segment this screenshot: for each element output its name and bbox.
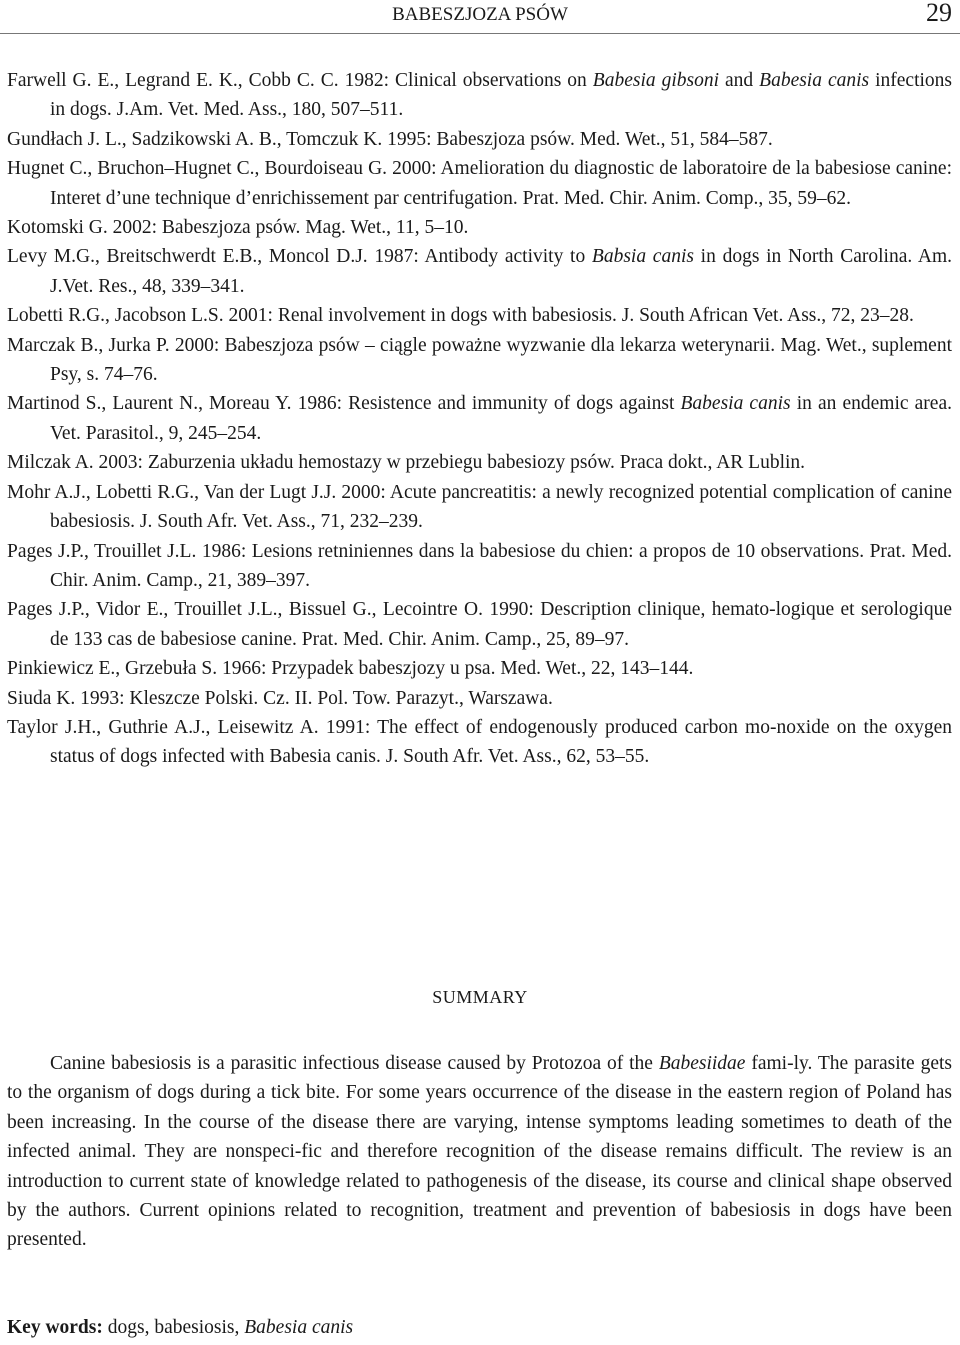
reference-item xyxy=(7,389,952,448)
text-run: Canine babesiosis is a parasitic infectious disease caused by Protozoa of the xyxy=(50,1053,659,1074)
reference-item xyxy=(7,125,952,154)
reference-list xyxy=(7,66,952,772)
text-run: Taylor J.H., Guthrie A.J., Leisewitz A. 1991: The effect of endogenously produced carbon mo-noxide on the oxygen status of dogs infected with Babesia canis. J. South Afr. Vet. Ass., 62, 53–55. xyxy=(7,716,952,768)
summary-heading: SUMMARY xyxy=(432,987,528,1007)
page-header xyxy=(0,0,960,34)
page-number: 29 xyxy=(926,0,952,27)
reference-item xyxy=(7,242,952,301)
text-run: Farwell G. E., Legrand E. K., Cobb C. C. 1982: Clinical observations on xyxy=(7,70,593,91)
keywords xyxy=(7,1313,952,1342)
italic-text: Babesiidae xyxy=(658,1053,746,1074)
italic-text: Babsia canis xyxy=(591,246,694,268)
text-run: Pinkiewicz E., Grzebuła S. 1966: Przypadek babeszjozy u psa. Med. Wet., 22, 143–144. xyxy=(7,658,694,680)
reference-item xyxy=(7,301,952,330)
text-run: Mohr A.J., Lobetti R.G., Van der Lugt J.J. 2000: Acute pancreatitis: a newly recognized potential complication of canine babesiosis. J. South Afr. Vet. Ass., 71, 232–239. xyxy=(7,481,952,533)
text-run: Hugnet C., Bruchon–Hugnet C., Bourdoiseau G. 2000: Amelioration du diagnostic de laboratoire de la babesiose canine: Interet d’une technique d’enrichissement par centrifugation. Prat. Med. Chir. Anim. Comp., 35, 59–62. xyxy=(7,158,952,209)
text-run: Pages J.P., Trouillet J.L. 1986: Lesions retniniennes dans la babesiose du chien: a propos de 10 observations. Prat. Med. Chir. Anim. Camp., 21, 389–397. xyxy=(7,540,952,591)
reference-item xyxy=(7,448,952,477)
reference-item xyxy=(7,684,952,713)
text-run: fami-ly. The parasite gets to the organism of dogs during a tick bite. For some years occurrence of the disease in the eastern region of Poland has been increasing. In the course of the disease there are varying, intense symptoms leading sometimes to death of the infected animal. They are nonspeci-fic and therefore recognition of the disease remains difficult. The review is an introduction to current state of knowledge related to pathogenesis of the disease, its course and clinical shape observed by the authors. Current opinions related to recognition, treatment and prevention of babesiosis in dogs have been presented. xyxy=(7,1053,953,1251)
reference-item xyxy=(7,154,952,213)
text-run: Gundłach J. L., Sadzikowski A. B., Tomczuk K. 1995: Babeszjoza psów. Med. Wet., 51, 584–587. xyxy=(7,128,773,150)
reference-item xyxy=(7,478,952,537)
text-run: Pages J.P., Vidor E., Trouillet J.L., Bissuel G., Lecointre O. 1990: Description clinique, hemato-logique et serologique de 133 cas de babesiose canine. Prat. Med. Chir. Anim. Camp., 25, 89–97. xyxy=(7,599,952,650)
reference-item xyxy=(7,595,952,654)
text-run: infections in dogs. J.Am. Vet. Med. Ass., 180, 507–511. xyxy=(50,70,953,121)
keywords-text xyxy=(103,1317,353,1338)
italic-text: Babesia gibsoni xyxy=(592,70,720,91)
reference-item xyxy=(7,713,952,772)
italic-text: Babesia canis xyxy=(244,1317,354,1338)
summary-body xyxy=(7,1049,952,1255)
text-run: and xyxy=(719,70,760,91)
text-run: in dogs in North Carolina. Am. J.Vet. Res., 48, 339–341. xyxy=(50,246,952,297)
text-run: Marczak B., Jurka P. 2000: Babeszjoza psów – ciągle poważne wyzwanie dla lekarza weterynarii. Mag. Wet., suplement Psy, s. 74–76. xyxy=(7,334,952,386)
text-run: Kotomski G. 2002: Babeszjoza psów. Mag. Wet., 11, 5–10. xyxy=(7,217,469,239)
reference-item xyxy=(7,66,952,125)
text-run: Lobetti R.G., Jacobson L.S. 2001: Renal involvement in dogs with babesiosis. J. South African Vet. Ass., 72, 23–28. xyxy=(7,305,914,327)
reference-item xyxy=(7,537,952,596)
text-run: Levy M.G., Breitschwerdt E.B., Moncol D.J. 1987: Antibody activity to xyxy=(7,246,592,268)
reference-item xyxy=(7,213,952,242)
running-title: BABESZJOZA PSÓW xyxy=(392,4,568,25)
italic-text: Babesia canis xyxy=(759,70,870,91)
reference-item xyxy=(7,654,952,683)
italic-text: Babesia canis xyxy=(680,393,791,415)
text-run: in an endemic area. Vet. Parasitol., 9, 245–254. xyxy=(50,393,952,444)
text-run: dogs, babesiosis, xyxy=(102,1317,245,1338)
text-run: Siuda K. 1993: Kleszcze Polski. Cz. II. Pol. Tow. Parazyt., Warszawa. xyxy=(7,687,553,709)
keywords-label: Key words: xyxy=(7,1317,103,1338)
reference-item xyxy=(7,331,952,390)
text-run: Martinod S., Laurent N., Moreau Y. 1986: Resistence and immunity of dogs against xyxy=(7,393,681,415)
text-run: Milczak A. 2003: Zaburzenia układu hemostazy w przebiegu babesiozy psów. Praca dokt., AR Lublin. xyxy=(7,452,806,474)
